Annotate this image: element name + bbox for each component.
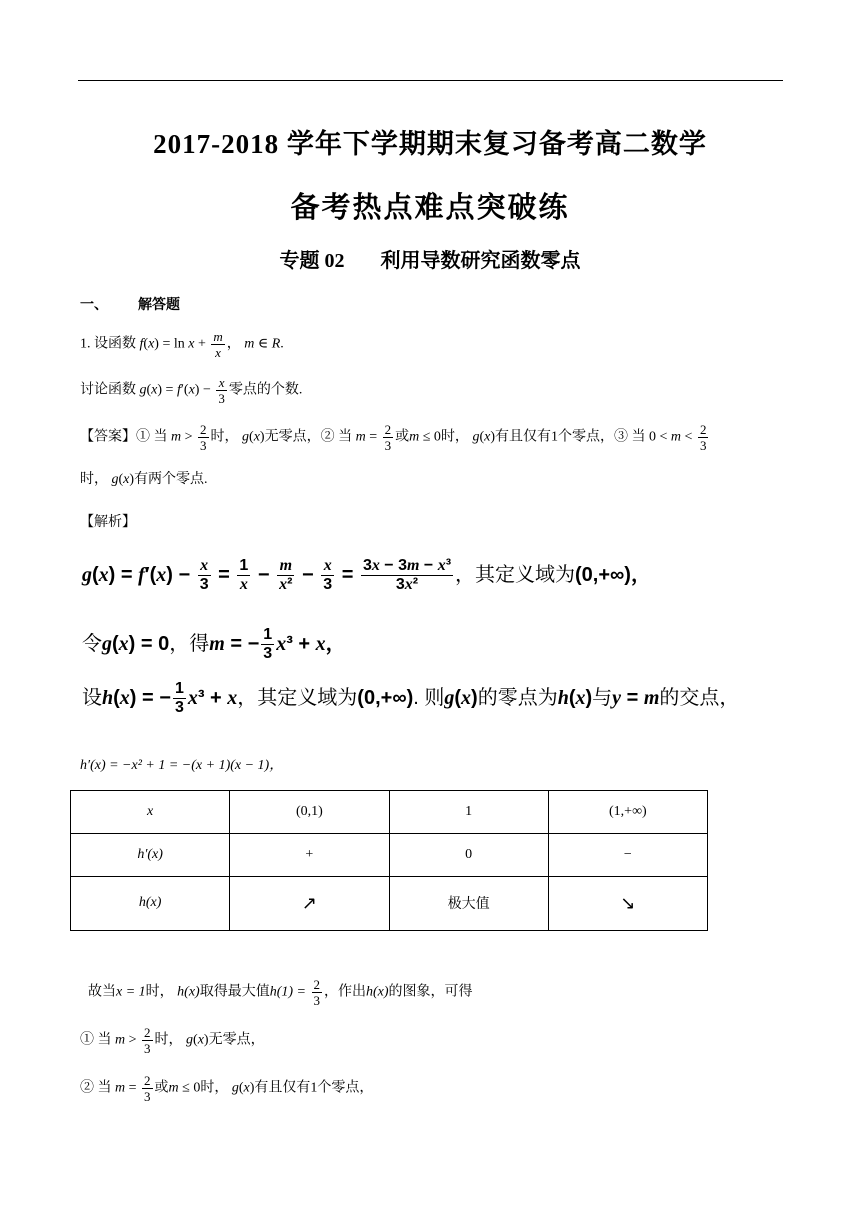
- table-row: [71, 833, 708, 876]
- problem-line-2: 讨论函数 g(x) = f′(x) − $\frac{x}{3}$ 零点的个数.: [80, 375, 303, 406]
- derivative-line: h′(x) = −x² + 1 = −(x + 1)(x − 1)，: [80, 758, 284, 773]
- topic-heading: [0, 244, 860, 273]
- section-number: 一、: [80, 298, 108, 313]
- table-cell: +: [230, 833, 389, 876]
- problem-line-1: 1. 设函数 f(x) = ln x + $\frac{m}{x}$ ， m ∈ R.: [80, 329, 284, 360]
- table-row: [71, 876, 708, 930]
- monotonicity-table: [70, 790, 708, 931]
- param-domain: m ∈ R: [244, 336, 281, 352]
- table-cell: −: [548, 833, 707, 876]
- fraction-m-over-x: $\frac{m}{x}$: [213, 329, 223, 360]
- topic-number: 专题 02: [279, 250, 345, 272]
- table-cell: (0,1): [230, 791, 389, 834]
- table-row: [71, 791, 708, 834]
- header-rule: [78, 80, 783, 81]
- table-cell: 极大值: [389, 876, 548, 930]
- analysis-formula-1: g(x) = f′(x) − $\frac{x}{3}$ = $\frac{1}{x}$ − $\frac{m}{\text{x²}}$ − $\frac{x}{3}$ = $\frac{\text{3x − 3m − x³}}{\text{3x²}}$ ，其定义域为(0,+∞)，: [82, 557, 651, 594]
- decreasing-arrow-icon: ↘: [548, 876, 707, 930]
- conclusion-line-2: ① 当 m > $\frac{2}{3}$ 时， g(x)无零点，: [80, 1025, 265, 1056]
- answer-line-2: 时， g(x)有两个零点.: [80, 472, 208, 487]
- table-cell: 1: [389, 791, 548, 834]
- table-cell: (1,+∞): [548, 791, 707, 834]
- increasing-arrow-icon: ↗: [230, 876, 389, 930]
- document-subtitle: 备考热点难点突破练: [290, 192, 570, 224]
- table-cell: h′(x): [71, 833, 230, 876]
- analysis-formula-2: 令g(x) = 0，得m = − $\frac{1}{3}$ x³ + x，: [82, 626, 346, 663]
- section-heading: [80, 294, 180, 314]
- table-cell: 0: [389, 833, 548, 876]
- document-title: 2017-2018 学年下学期期末复习备考高二数学: [153, 129, 707, 159]
- answer-label: 【答案】: [80, 429, 136, 445]
- table-cell: x: [71, 791, 230, 834]
- section-name: 解答题: [138, 298, 180, 313]
- table-cell: h(x): [71, 876, 230, 930]
- topic-name: 利用导数研究函数零点: [380, 250, 581, 272]
- analysis-formula-3: 设h(x) = − $\frac{1}{3}$ x³ + x，其定义域为(0,+∞). 则g(x)的零点为h(x)与y = m的交点，: [82, 680, 740, 717]
- analysis-label: 【解析】: [80, 515, 136, 530]
- conclusion-line-3: ② 当 m = $\frac{2}{3}$ 或m ≤ 0时， g(x)有且仅有1个零点，: [80, 1073, 374, 1104]
- conclusion-line-1: 故当x = 1时， h(x)取得最大值h(1) = $\frac{2}{3}$ ，作出h(x)的图象，可得: [88, 977, 473, 1008]
- answer-line-1: 【答案】① 当 m > $\frac{2}{3}$ 时， g(x)无零点，② 当 m = $\frac{2}{3}$ 或m ≤ 0时， g(x)有且仅有1个零点，③ 当 0 < m < $\frac{2}{3}$: [80, 422, 707, 453]
